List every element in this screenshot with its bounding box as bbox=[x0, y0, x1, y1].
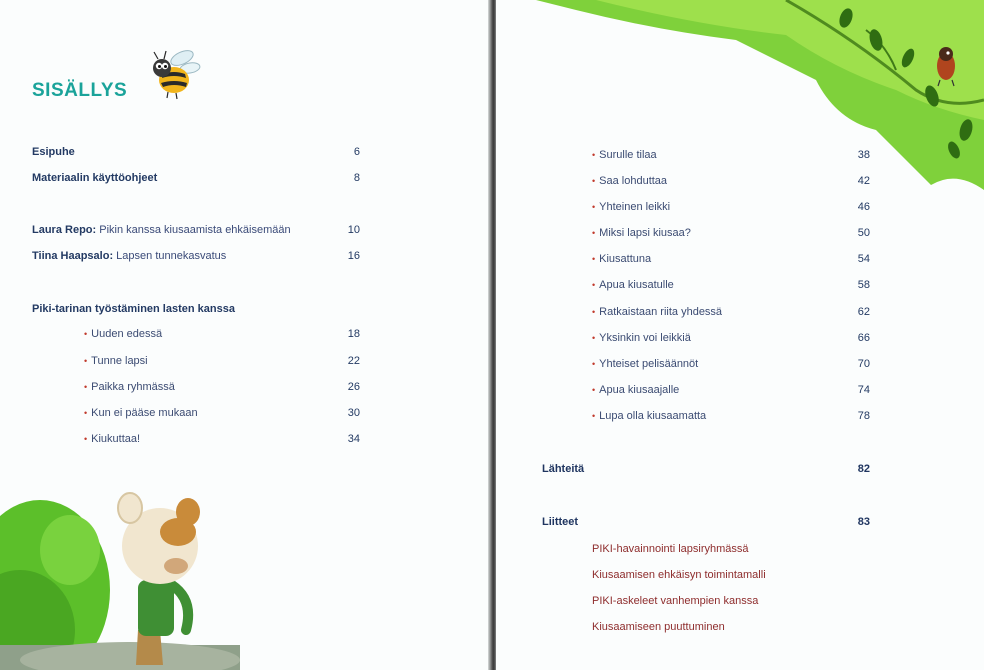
chapter-title: Saa lohduttaa bbox=[599, 175, 668, 187]
toc-row bbox=[592, 330, 870, 346]
appendix-title: PIKI-havainnointi lapsiryhmässä bbox=[592, 543, 749, 555]
tree-illustration bbox=[536, 0, 984, 200]
character-illustration bbox=[0, 480, 240, 670]
chapter-title: Lupa olla kiusaamatta bbox=[599, 410, 707, 422]
toc-entry bbox=[592, 251, 651, 267]
toc-page-number: 82 bbox=[857, 463, 870, 475]
toc-page-number: 38 bbox=[857, 149, 870, 161]
bullet-icon: • bbox=[592, 359, 596, 369]
chapter-title: Yhteiset pelisäännöt bbox=[599, 358, 699, 370]
toc-row bbox=[592, 356, 870, 372]
chapter-title: Miksi lapsi kiusaa? bbox=[599, 227, 691, 239]
toc-entry bbox=[592, 304, 722, 320]
toc-row bbox=[84, 379, 360, 395]
toc-page-number: 34 bbox=[347, 433, 360, 445]
section-title: Piki-tarinan työstäminen lasten kanssa bbox=[32, 303, 235, 315]
appendices-title: Liitteet bbox=[542, 516, 579, 528]
appendix-item bbox=[592, 593, 852, 609]
toc-entry-title: Materiaalin käyttöohjeet bbox=[32, 172, 158, 184]
sources-title: Lähteitä bbox=[542, 463, 585, 475]
toc-page-number: 42 bbox=[857, 175, 870, 187]
chapter-title: Uuden edessä bbox=[91, 328, 163, 340]
toc-row-appendices bbox=[542, 514, 870, 530]
bullet-icon: • bbox=[592, 411, 596, 421]
toc-row-sources bbox=[542, 461, 870, 477]
appendix-title: Kiusaamisen ehkäisyn toimintamalli bbox=[592, 569, 766, 581]
toc-row bbox=[592, 225, 870, 241]
toc-entry bbox=[84, 405, 198, 421]
article-author: Laura Repo bbox=[32, 224, 93, 236]
bee-illustration bbox=[146, 46, 202, 102]
toc-entry: Tiina Haapsalo: Lapsen tunnekasvatus bbox=[32, 250, 227, 262]
toc-row bbox=[84, 326, 360, 342]
chapter-title: Kiusattuna bbox=[599, 253, 652, 265]
toc-row bbox=[32, 170, 360, 186]
toc-row bbox=[32, 144, 360, 160]
left-page bbox=[0, 0, 490, 670]
toc-page-number: 70 bbox=[857, 358, 870, 370]
chapter-title: Kun ei pääse mukaan bbox=[91, 407, 198, 419]
chapter-title: Paikka ryhmässä bbox=[91, 381, 175, 393]
toc-entry: Laura Repo: Pikin kanssa kiusaamista ehkäisemään bbox=[32, 224, 291, 236]
toc-entry bbox=[592, 173, 667, 189]
toc-page-number: 58 bbox=[857, 279, 870, 291]
toc-page-number: 62 bbox=[857, 306, 870, 318]
toc-page-number: 10 bbox=[347, 224, 360, 236]
toc-page-number: 26 bbox=[347, 381, 360, 393]
toc-row bbox=[32, 248, 360, 264]
toc-entry bbox=[84, 431, 140, 447]
toc-row bbox=[592, 147, 870, 163]
toc-page-number: 22 bbox=[347, 355, 360, 367]
toc-page-number: 83 bbox=[857, 516, 870, 528]
page-title: SISÄLLYS bbox=[32, 80, 128, 101]
chapter-title: Kiukuttaa! bbox=[91, 433, 141, 445]
appendix-item bbox=[592, 567, 852, 583]
bullet-icon: • bbox=[84, 382, 88, 392]
chapter-title: Tunne lapsi bbox=[91, 355, 148, 367]
appendix-item bbox=[592, 619, 852, 635]
bullet-icon: • bbox=[592, 385, 596, 395]
bullet-icon: • bbox=[592, 176, 596, 186]
article-author: Tiina Haapsalo bbox=[32, 250, 110, 262]
toc-entry bbox=[84, 353, 148, 369]
toc-entry bbox=[592, 147, 657, 163]
toc-entry bbox=[592, 330, 691, 346]
toc-page-number: 74 bbox=[857, 384, 870, 396]
toc-row bbox=[84, 405, 360, 421]
appendix-title: Kiusaamiseen puuttuminen bbox=[592, 621, 725, 633]
toc-row bbox=[592, 277, 870, 293]
chapter-title: Ratkaistaan riita yhdessä bbox=[599, 306, 723, 318]
toc-entry bbox=[592, 382, 679, 398]
chapter-title: Surulle tilaa bbox=[599, 149, 657, 161]
toc-row bbox=[592, 199, 870, 215]
toc-entry bbox=[592, 408, 706, 424]
bullet-icon: • bbox=[592, 254, 596, 264]
toc-entry bbox=[592, 277, 674, 293]
toc-entry bbox=[592, 356, 698, 372]
bullet-icon: • bbox=[84, 408, 88, 418]
toc-row bbox=[592, 251, 870, 267]
toc-page-number: 18 bbox=[347, 328, 360, 340]
toc-row bbox=[32, 222, 360, 238]
toc-page-number: 54 bbox=[857, 253, 870, 265]
bullet-icon: • bbox=[592, 228, 596, 238]
bullet-icon: • bbox=[592, 202, 596, 212]
right-page bbox=[496, 0, 984, 670]
bullet-icon: • bbox=[592, 333, 596, 343]
bullet-icon: • bbox=[592, 280, 596, 290]
article-title: Pikin kanssa kiusaamista ehkäisemään bbox=[99, 224, 291, 236]
toc-row bbox=[592, 408, 870, 424]
toc-page-number: 8 bbox=[353, 172, 360, 184]
chapter-title: Yhteinen leikki bbox=[599, 201, 671, 213]
toc-page-number: 30 bbox=[347, 407, 360, 419]
toc-entry bbox=[84, 379, 175, 395]
toc-page-number: 46 bbox=[857, 201, 870, 213]
toc-page-number: 66 bbox=[857, 332, 870, 344]
toc-row bbox=[84, 353, 360, 369]
bullet-icon: • bbox=[592, 307, 596, 317]
toc-section-title bbox=[32, 301, 360, 317]
chapter-title: Apua kiusaajalle bbox=[599, 384, 680, 396]
appendix-title: PIKI-askeleet vanhempien kanssa bbox=[592, 595, 759, 607]
toc-page-number: 78 bbox=[857, 410, 870, 422]
chapter-title: Apua kiusatulle bbox=[599, 279, 674, 291]
toc-entry bbox=[592, 199, 670, 215]
bullet-icon: • bbox=[592, 150, 596, 160]
toc-entry bbox=[592, 225, 691, 241]
chapter-title: Yksinkin voi leikkiä bbox=[599, 332, 691, 344]
bullet-icon: • bbox=[84, 356, 88, 366]
toc-page-number: 16 bbox=[347, 250, 360, 262]
article-title: Lapsen tunnekasvatus bbox=[116, 250, 227, 262]
toc-entry-title: Esipuhe bbox=[32, 146, 75, 158]
toc-row bbox=[592, 173, 870, 189]
bullet-icon: • bbox=[84, 329, 88, 339]
appendix-item bbox=[592, 541, 852, 557]
toc-entry bbox=[84, 326, 162, 342]
toc-row bbox=[592, 304, 870, 320]
toc-page-number: 6 bbox=[353, 146, 360, 158]
toc-row bbox=[592, 382, 870, 398]
toc-row bbox=[84, 431, 360, 447]
toc-page-number: 50 bbox=[857, 227, 870, 239]
bullet-icon: • bbox=[84, 434, 88, 444]
